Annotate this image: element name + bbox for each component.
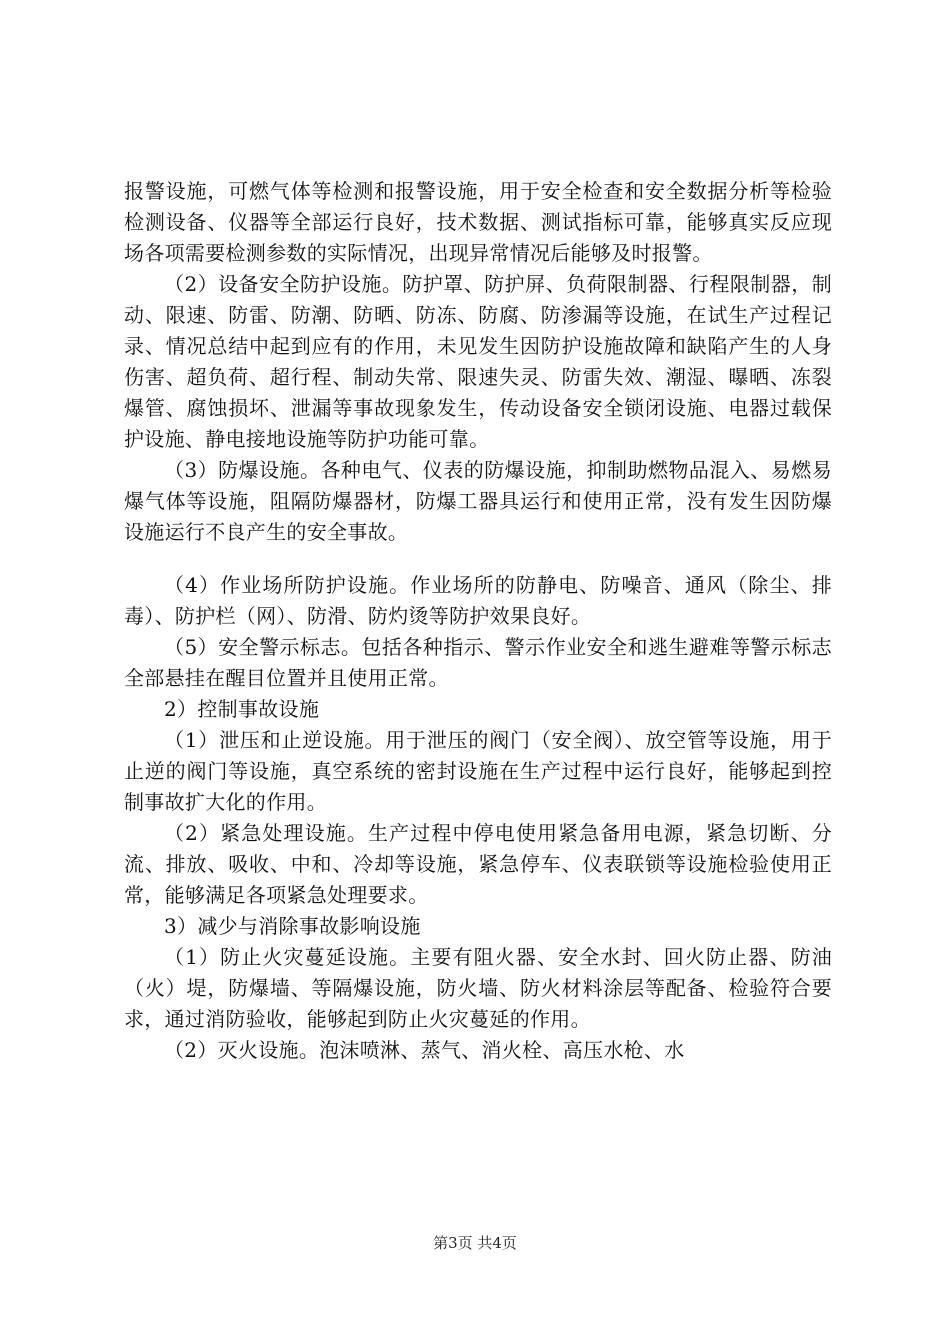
paragraph-explosion-proof: （3）防爆设施。各种电气、仪表的防爆设施，抑制助燃物品混入、易燃易爆气体等设施，阻隔防爆器材，防爆工器具运行和使用正常，没有发生因防爆设施运行不良产生的安全事故。 (124, 458, 832, 544)
paragraph-alarm-facilities: 报警设施，可燃气体等检测和报警设施，用于安全检查和安全数据分析等检验检测设备、仪器等全部运行良好，技术数据、测试指标可靠，能够真实反应现场各项需要检测参数的实际情况，出现异常情况后能够及时报警。 (124, 179, 832, 265)
paragraph-warning-signs: （5）安全警示标志。包括各种指示、警示作业安全和逃生避难等警示标志全部悬挂在醒目位置并且使用正常。 (124, 635, 832, 690)
page-footer: 第3页 共4页 (433, 1234, 517, 1252)
document-body (124, 176, 832, 1066)
paragraph-fire-spread-prevention: （1）防止火灾蔓延设施。主要有阻火器、安全水封、回火防止器、防油（火）堤，防爆墙、等隔爆设施，防火墙、防火材料涂层等配备、检验符合要求，通过消防验收，能够起到防止火灾蔓延的作用。 (124, 945, 832, 1031)
paragraph-emergency-handling: （2）紧急处理设施。生产过程中停电使用紧急备用电源，紧急切断、分流、排放、吸收、中和、冷却等设施，紧急停车、仪表联锁等设施检验使用正常，能够满足各项紧急处理要求。 (124, 821, 832, 907)
paragraph-equipment-protection: （2）设备安全防护设施。防护罩、防护屏、负荷限制器、行程限制器，制动、限速、防雷、防潮、防晒、防冻、防腐、防渗漏等设施，在试生产过程记录、情况总结中起到应有的作用，未见发生因防护设施故障和缺陷产生的人身伤害、超负荷、超行程、制动失常、限速失灵、防雷失效、潮湿、曝晒、冻裂爆管、腐蚀损坏、泄漏等事故现象发生，传动设备安全锁闭设施、电器过载保护设施、静电接地设施等防护功能可靠。 (124, 272, 832, 451)
section-heading-accident-control: 2）控制事故设施 (164, 697, 320, 721)
paragraph-pressure-relief: （1）泄压和止逆设施。用于泄压的阀门（安全阀）、放空管等设施，用于止逆的阀门等设施，真空系统的密封设施在生产过程中运行良好，能够起到控制事故扩大化的作用。 (124, 728, 832, 814)
paragraph-workplace-protection: （4）作业场所防护设施。作业场所的防静电、防噪音、通风（除尘、排毒）、防护栏（网）、防滑、防灼烫等防护效果良好。 (124, 573, 832, 628)
paragraph-fire-extinguishing: （2）灭火设施。泡沫喷淋、蒸气、消火栓、高压水枪、水 (164, 1038, 685, 1062)
section-heading-reduce-impact: 3）减少与消除事故影响设施 (164, 914, 421, 938)
